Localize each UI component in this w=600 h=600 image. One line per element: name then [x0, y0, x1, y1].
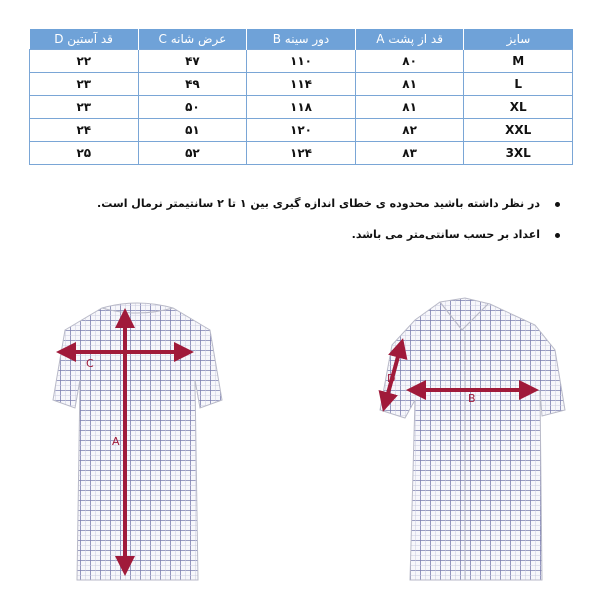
table-header-row — [30, 29, 573, 50]
cell-size: XXL — [464, 119, 573, 142]
cell-value: ۱۲۰ — [247, 119, 356, 142]
cell-value: ۴۹ — [138, 73, 247, 96]
cell-value: ۲۳ — [30, 96, 139, 119]
cell-value: ۸۱ — [355, 73, 464, 96]
note-text: اعداد بر حسب سانتی‌متر می باشد. — [351, 228, 540, 241]
table-row — [30, 96, 573, 119]
cell-value: ۸۲ — [355, 119, 464, 142]
header-chest-b: دور سینه B — [247, 29, 356, 50]
table-row — [30, 73, 573, 96]
header-back-length-a: قد از پشت A — [355, 29, 464, 50]
note-item — [80, 228, 560, 242]
header-sleeve-d: قد آستین D — [30, 29, 139, 50]
cell-value: ۸۱ — [355, 96, 464, 119]
note-text: در نظر داشته باشید محدوده ی خطای اندازه گیری بین ۱ تا ۲ سانتیمتر نرمال است. — [97, 197, 540, 210]
size-table — [29, 29, 573, 165]
label-c: C — [86, 357, 94, 370]
cell-size: L — [464, 73, 573, 96]
cell-value: ۱۱۰ — [247, 50, 356, 73]
cell-value: ۵۲ — [138, 142, 247, 165]
cell-value: ۱۲۴ — [247, 142, 356, 165]
cell-value: ۲۴ — [30, 119, 139, 142]
cell-size: M — [464, 50, 573, 73]
cell-value: ۴۷ — [138, 50, 247, 73]
cell-size: XL — [464, 96, 573, 119]
label-d: D — [387, 372, 396, 385]
cell-value: ۵۱ — [138, 119, 247, 142]
note-item — [80, 197, 560, 211]
table-row — [30, 142, 573, 165]
cell-size: 3XL — [464, 142, 573, 165]
cell-value: ۲۳ — [30, 73, 139, 96]
shirt-back-body — [53, 303, 222, 580]
shirt-front-body — [380, 298, 565, 580]
bullet-icon — [555, 233, 560, 238]
shirt-back-diagram — [50, 290, 225, 590]
shirt-front-diagram — [370, 290, 580, 590]
notes-list — [80, 197, 560, 259]
table-row — [30, 119, 573, 142]
cell-value: ۵۰ — [138, 96, 247, 119]
header-shoulder-c: عرض شانه C — [138, 29, 247, 50]
table-row — [30, 50, 573, 73]
cell-value: ۲۲ — [30, 50, 139, 73]
label-a: A — [112, 435, 120, 448]
header-size: سایز — [464, 29, 573, 50]
cell-value: ۱۱۸ — [247, 96, 356, 119]
cell-value: ۲۵ — [30, 142, 139, 165]
cell-value: ۱۱۴ — [247, 73, 356, 96]
bullet-icon — [555, 202, 560, 207]
cell-value: ۸۳ — [355, 142, 464, 165]
cell-value: ۸۰ — [355, 50, 464, 73]
label-b: B — [468, 392, 476, 405]
